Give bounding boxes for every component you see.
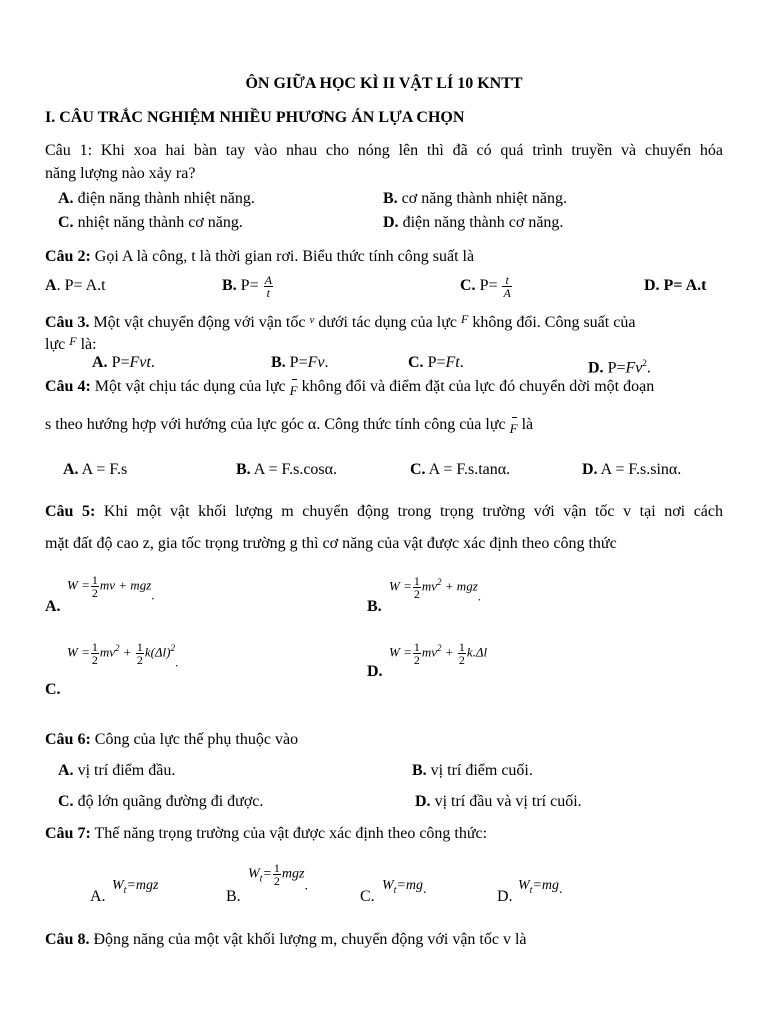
question-5-line1: Câu 5: Khi một vật khối lượng m chuyển động trong trọng trường với vận tốc v tại nơi cách — [45, 503, 723, 520]
q6-option-c: C. độ lớn quãng đường đi được. — [58, 793, 264, 810]
question-2: Câu 2: Gọi A là công, t là thời gian rơi. Biểu thức tính công suất là — [45, 248, 475, 265]
question-3-line1: Câu 3. Một vật chuyển động với vận tốc $^v$ dưới tác dụng của lực $^F$ không đổi. Công suất của — [45, 312, 636, 331]
q5-option-c-formula: W = $\frac{1}{2}$ $mv^2$ + $\frac{1}{2}$ $k(\Delta l)^2$. — [67, 639, 179, 670]
q3-option-c: C. P=Ft. — [408, 354, 464, 371]
q6-option-d: D. vị trí đầu và vị trí cuối. — [415, 793, 582, 810]
question-3-line2: lực $^F$ là: — [45, 334, 97, 353]
q6-option-b: B. vị trí điểm cuối. — [412, 762, 533, 779]
question-5-line2: mặt đất độ cao z, gia tốc trọng trường g thì cơ năng của vật được xác định theo công thức — [45, 535, 617, 552]
q4-option-d: D. A = F.s.sinα. — [582, 461, 682, 478]
question-8: Câu 8. Động năng của một vật khối lượng m, chuyển động với vận tốc v là — [45, 931, 527, 948]
q5-option-d-label: D. — [367, 663, 383, 680]
q1-option-b: B. cơ năng thành nhiệt năng. — [383, 190, 567, 207]
q2-option-c: C. P= $\frac{t}{A}$ — [460, 272, 511, 300]
page-title: ÔN GIỮA HỌC KÌ II VẬT LÍ 10 KNTT — [245, 75, 523, 92]
q5-option-b-formula: W = $\frac{1}{2}$ $mv^2$ + mgz. — [389, 573, 482, 604]
q3-option-d: D. $P=Fv^2$. — [588, 358, 651, 377]
q7-option-c-label: C. — [360, 888, 375, 905]
q7-option-d-label: D. — [497, 888, 513, 905]
q7-option-b-label: B. — [226, 888, 241, 905]
q7-option-a-formula: $W_t=mgz$ — [112, 878, 159, 896]
q7-option-c-formula: $W_t=mg$. — [382, 878, 427, 897]
q1-option-d: D. điện năng thành cơ năng. — [383, 214, 564, 231]
q4-option-a: A. A = F.s — [63, 461, 128, 478]
question-7: Câu 7: Thế năng trọng trường của vật được xác định theo công thức: — [45, 825, 488, 842]
q7-option-d-formula: $W_t=mg$. — [518, 878, 563, 897]
q2-option-a: A. P= A.t — [45, 277, 106, 294]
q2-option-b: B. P= $\frac{A}{t}$ — [222, 272, 272, 300]
q1-option-a: A. điện năng thành nhiệt năng. — [58, 190, 255, 207]
q5-option-b-label: B. — [367, 598, 382, 615]
section-heading: I. CÂU TRẮC NGHIỆM NHIỀU PHƯƠNG ÁN LỰA CHỌN — [45, 109, 465, 126]
q6-option-a: A. vị trí điểm đầu. — [58, 762, 176, 779]
q3-option-b: B. P=Fv. — [271, 354, 329, 371]
q7-option-b-formula: $W_t=$ $\frac{1}{2}$ mgz. — [248, 861, 308, 894]
q5-option-a-label: A. — [45, 598, 61, 615]
question-4-line1: Câu 4: Một vật chịu tác dụng của lực F không đổi và điểm đặt của lực đó chuyển dời một đoạn — [45, 377, 654, 401]
question-1-line2: năng lượng nào xảy ra? — [45, 165, 196, 182]
question-1-line1: Câu 1: Khi xoa hai bàn tay vào nhau cho nóng lên thì đã có quá trình truyền và chuyển hóa — [45, 142, 723, 159]
q5-option-d-formula: W = $\frac{1}{2}$ $mv^2$ + $\frac{1}{2}$ k.Δl — [389, 639, 488, 667]
q1-option-c: C. nhiệt năng thành cơ năng. — [58, 214, 243, 231]
q7-option-a-label: A. — [90, 888, 106, 905]
question-6: Câu 6: Công của lực thế phụ thuộc vào — [45, 731, 299, 748]
q2-option-d: D. P= A.t — [644, 277, 707, 294]
q5-option-a-formula: W = $\frac{1}{2}$ mv + mgz. — [67, 573, 155, 603]
question-4-line2: s theo hướng hợp với hướng của lực góc α. Công thức tính công của lực F là — [45, 415, 533, 439]
q3-option-a: A. P=Fvt. — [92, 354, 155, 371]
q4-option-c: C. A = F.s.tanα. — [410, 461, 511, 478]
q4-option-b: B. A = F.s.cosα. — [236, 461, 338, 478]
q5-option-c-label: C. — [45, 681, 61, 698]
